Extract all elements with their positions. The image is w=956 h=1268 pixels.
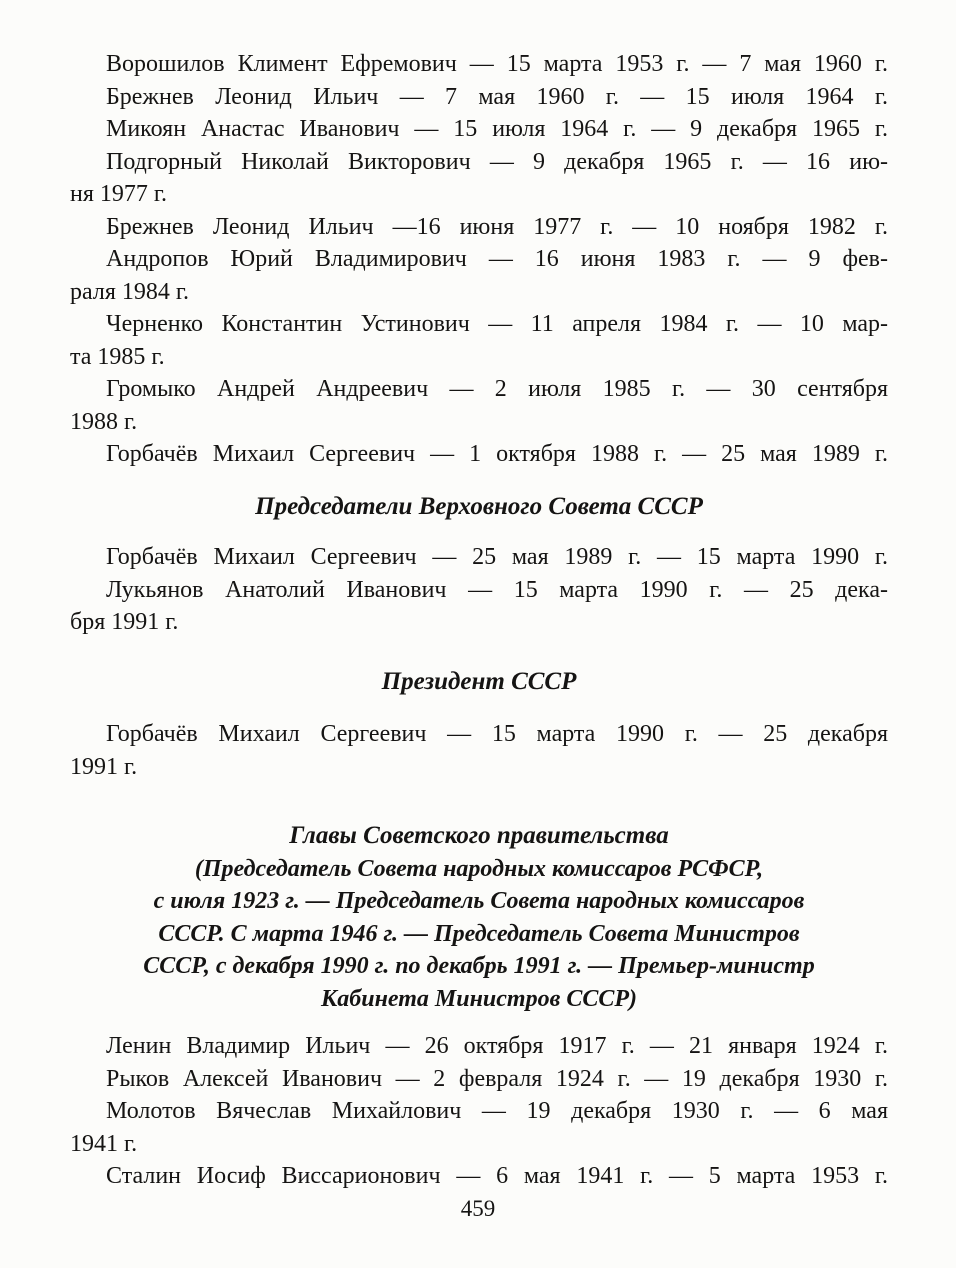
entry-line: Молотов Вячеслав Михайлович — 19 декабря 1930 г. — 6 мая [106,1098,888,1124]
subheading-line: СССР. С марта 1946 г. — Председатель Совета Министров [158,920,800,947]
entry-line: Черненко Константин Устинович — 11 апреля 1984 г. — 10 мар- [106,311,888,337]
entry-line: Ленин Владимир Ильич — 26 октября 1917 г. — 21 января 1924 г. [106,1033,888,1059]
entry-line: Подгорный Николай Викторович — 9 декабря 1965 г. — 16 ию- [106,148,888,175]
subheading-government-titles [70,853,888,1016]
entry-line-continuation: 1991 г. [70,753,138,780]
subheading-line: (Председатель Совета народных комиссаров РСФСР, [194,855,764,882]
entry-line: Лукьянов Анатолий Иванович — 15 марта 1990 г. — 25 дека- [106,576,888,603]
entry-line-continuation: 1988 г. [70,408,138,435]
entry-line: Громыко Андрей Андреевич — 2 июля 1985 г. — 30 сентября [106,376,888,402]
heading-president-ussr: Президент СССР [381,667,577,695]
entry-line: Горбачёв Михаил Сергеевич — 15 марта 1990 г. — 25 декабря [106,721,888,747]
subheading-line: с июля 1923 г. — Председатель Совета народных комиссаров [153,888,805,914]
entry-line: Горбачёв Михаил Сергеевич — 25 мая 1989 г. — 15 марта 1990 г. [106,544,888,570]
entry-line-continuation: 1941 г. [70,1130,138,1157]
entry-line: Брежнев Леонид Ильич — 7 мая 1960 г. — 15 июля 1964 г. [106,83,888,110]
subheading-line: СССР, с декабря 1990 г. по декабрь 1991 г. — Премьер-министр [143,953,815,979]
entry-line-continuation: бря 1991 г. [70,609,179,635]
entry-line: Андропов Юрий Владимирович — 16 июня 1983 г. — 9 фев- [106,246,888,272]
entry-line-continuation: та 1985 г. [70,343,165,370]
entry-line: Ворошилов Климент Ефремович — 15 марта 1953 г. — 7 мая 1960 г. [106,51,888,77]
heading-chairmen-supreme-soviet: Председатели Верховного Совета СССР [255,492,703,520]
entry-line-continuation: раля 1984 г. [70,278,190,305]
entry-line: Брежнев Леонид Ильич —16 июня 1977 г. — 10 ноября 1982 г. [106,213,888,240]
entry-line: Рыков Алексей Иванович — 2 февраля 1924 г. — 19 декабря 1930 г. [106,1065,888,1092]
entry-line: Горбачёв Михаил Сергеевич — 1 октября 1988 г. — 25 мая 1989 г. [106,441,888,467]
entry-line-continuation: ня 1977 г. [70,181,168,207]
entry-line: Микоян Анастас Иванович — 15 июля 1964 г. — 9 декабря 1965 г. [106,116,888,142]
page-number: 459 [460,1196,496,1221]
entry-line: Сталин Иосиф Виссарионович — 6 мая 1941 г. — 5 марта 1953 г. [106,1163,888,1189]
heading-heads-of-soviet-government: Главы Советского правительства [289,822,669,849]
subheading-line: Кабинета Министров СССР) [320,985,637,1012]
